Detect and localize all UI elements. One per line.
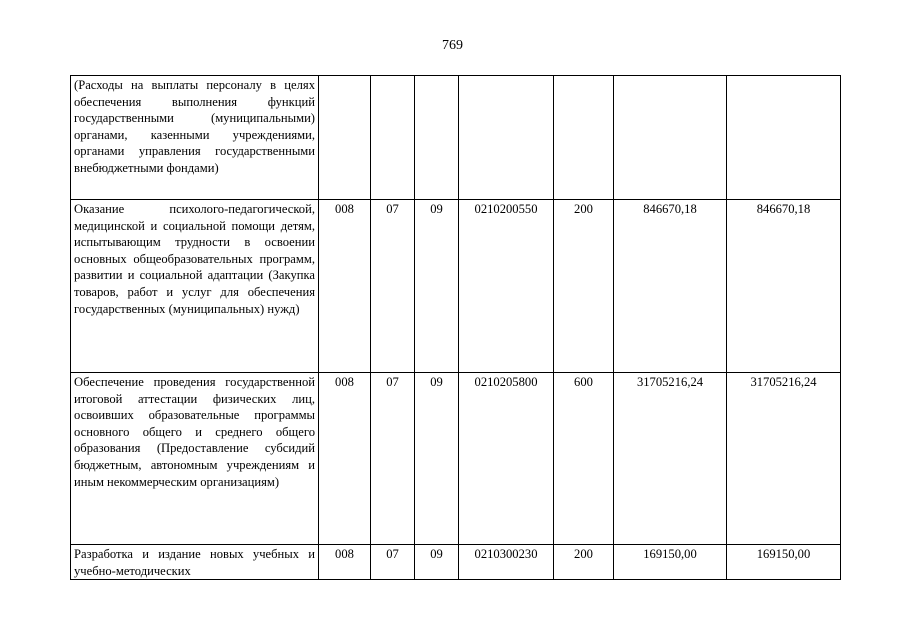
ministry-code: 008 xyxy=(319,200,371,373)
row-description: Разработка и издание новых учебных и учебно-методических xyxy=(74,547,315,578)
section-code xyxy=(371,76,415,200)
target-article-code: 0210205800 xyxy=(459,373,554,545)
amount-1: 31705216,24 xyxy=(614,373,727,545)
ministry-code: 008 xyxy=(319,373,371,545)
expense-type-code: 200 xyxy=(554,200,614,373)
table-row xyxy=(71,545,841,580)
target-article-code: 0210200550 xyxy=(459,200,554,373)
section-code: 07 xyxy=(371,545,415,580)
ministry-code: 008 xyxy=(319,545,371,580)
subsection-code: 09 xyxy=(415,545,459,580)
row-description: Обеспечение проведения государственной итоговой аттестации физических лиц, освоивших образовательные программы основного общего и среднего общего образования (Предоставление субсидий бюджетным, автономным учреждениям и иным некоммерческим организациям) xyxy=(71,373,319,545)
page-number: 769 xyxy=(442,38,463,53)
row-description: Оказание психолого-педагогической, медицинской и социальной помощи детям, испытывающим трудности в освоении основных общеобразовательных программ, развитии и социальной адаптации (Закупка товаров, работ и услуг для обеспечения государственных (муниципальных) нужд) xyxy=(71,200,319,373)
subsection-code: 09 xyxy=(415,200,459,373)
table-row xyxy=(71,200,841,373)
expense-type-code: 200 xyxy=(554,545,614,580)
table-row xyxy=(71,373,841,545)
budget-table xyxy=(70,75,841,580)
amount-2: 31705216,24 xyxy=(727,373,841,545)
subsection-code: 09 xyxy=(415,373,459,545)
table-row xyxy=(71,76,841,200)
subsection-code xyxy=(415,76,459,200)
amount-1: 169150,00 xyxy=(614,545,727,580)
section-code: 07 xyxy=(371,200,415,373)
row-description: (Расходы на выплаты персоналу в целях обеспечения выполнения функций государственными (муниципальными) органами, казенными учреждениями, органами управления государственными внебюджетными фондами) xyxy=(71,76,319,200)
amount-2: 169150,00 xyxy=(727,545,841,580)
ministry-code xyxy=(319,76,371,200)
target-article-code: 0210300230 xyxy=(459,545,554,580)
amount-2: 846670,18 xyxy=(727,200,841,373)
section-code: 07 xyxy=(371,373,415,545)
amount-1 xyxy=(614,76,727,200)
expense-type-code xyxy=(554,76,614,200)
row-description-cell xyxy=(71,545,319,580)
amount-1: 846670,18 xyxy=(614,200,727,373)
amount-2 xyxy=(727,76,841,200)
target-article-code xyxy=(459,76,554,200)
expense-type-code: 600 xyxy=(554,373,614,545)
